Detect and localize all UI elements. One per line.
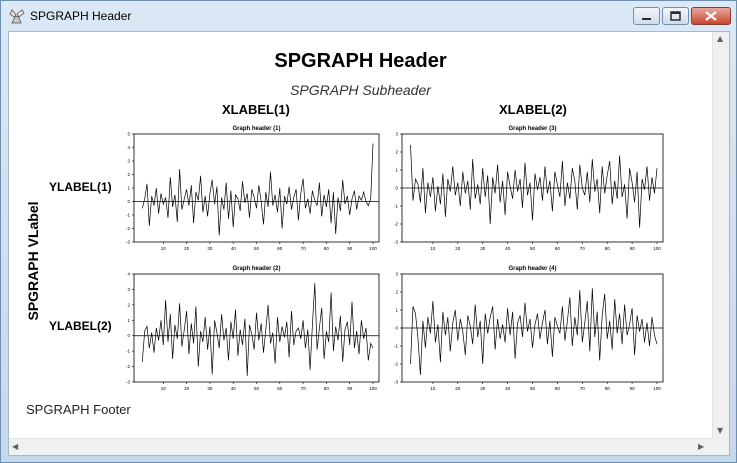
chart-1-xtick-label: 50	[253, 246, 260, 251]
chart-1-ytick-label: 0	[127, 199, 130, 204]
maximize-icon	[663, 8, 688, 24]
chart-1-xtick-label: 90	[347, 246, 353, 251]
chart-4-xtick-label: 80	[604, 386, 610, 391]
chart-3-xtick-label: 50	[253, 386, 260, 391]
chart-2-ytick-label: 1	[395, 167, 398, 173]
chart-3-ytick-label: -3	[125, 379, 130, 385]
chart-4-ytick-label: 3	[395, 271, 398, 277]
chart-2-xtick-label: 100	[653, 246, 661, 251]
scroll-corner	[712, 438, 729, 455]
chart-3-series-line	[142, 283, 373, 376]
chart-4-xtick-label: 30	[480, 386, 486, 391]
chart-1-title: Graph header (1)	[232, 126, 281, 132]
chart-4-ytick-label: 2	[395, 289, 398, 295]
chart-3-xtick-label: 100	[369, 386, 377, 391]
minimize-icon	[634, 8, 659, 24]
chart-3-xtick-label: 20	[184, 386, 190, 391]
graph-header: SPGRAPH Header	[274, 50, 447, 72]
xlabel-1: XLABEL(1)	[222, 102, 290, 117]
chart-4-ytick-label: -3	[393, 379, 398, 385]
close-icon	[692, 8, 730, 24]
chart-1-xtick-label: 10	[160, 246, 166, 251]
ylabel-1: YLABEL(1)	[49, 180, 112, 194]
chart-3-ytick-label: 2	[127, 302, 130, 308]
chart-4-ytick-label: 0	[395, 325, 398, 331]
chart-2-xtick-label: 40	[505, 246, 511, 251]
chart-2-ytick-label: 3	[395, 131, 398, 137]
chart-3-xtick-label: 10	[160, 386, 166, 391]
chart-4-ytick-label: -2	[393, 361, 398, 367]
minimize-button[interactable]	[633, 7, 660, 25]
chart-2-ytick-label: 2	[395, 149, 398, 155]
chart-4-xtick-label: 40	[505, 386, 511, 391]
chart-1-xtick-label: 40	[230, 246, 236, 251]
app-icon	[9, 8, 25, 24]
chart-2-ytick-label: -2	[393, 221, 398, 227]
chart-2-series-line	[411, 145, 658, 228]
chart-3-ytick-label: 1	[127, 317, 130, 323]
chart-1-xtick-label: 100	[369, 246, 377, 251]
chart-2-ytick-label: -1	[393, 203, 398, 209]
chart-1-xtick-label: 20	[184, 246, 190, 251]
chart-3-xtick-label: 70	[300, 386, 306, 391]
scroll-left-icon[interactable]: ◀	[12, 442, 19, 451]
chart-1-ytick-label: -2	[125, 226, 130, 231]
chart-2-ytick-label: -3	[393, 239, 398, 245]
scroll-up-icon[interactable]: ▲	[717, 34, 724, 43]
chart-2-title: Graph header (3)	[508, 126, 557, 132]
graph-viewport	[8, 31, 730, 456]
maximize-button[interactable]	[662, 7, 689, 25]
chart-3-ytick-label: 0	[127, 333, 130, 339]
graph-footer: SPGRAPH Footer	[26, 402, 131, 417]
chart-3-ytick-label: -1	[125, 348, 130, 354]
chart-4-ytick-label: -1	[393, 343, 398, 349]
chart-2-xtick-label: 20	[455, 246, 461, 251]
chart-1-ytick-label: 5	[127, 131, 130, 137]
chart-2-xtick-label: 10	[430, 246, 436, 251]
chart-3-ytick-label: 3	[127, 286, 130, 292]
chart-1-ytick-label: -3	[125, 239, 130, 245]
chart-2-xtick-label: 70	[579, 246, 585, 251]
chart-4-xtick-label: 60	[554, 386, 560, 391]
vertical-scrollbar[interactable]	[712, 32, 729, 439]
chart-1-ytick-label: -1	[125, 212, 130, 218]
chart-1-series-line	[142, 144, 373, 236]
chart-3-xtick-label: 90	[347, 386, 353, 391]
chart-4-xtick-label: 70	[579, 386, 585, 391]
vertical-label: SPGRAPH VLabel	[25, 201, 41, 321]
chart-4-xtick-label: 100	[653, 386, 661, 391]
chart-2-xtick-label: 90	[629, 246, 635, 251]
xlabel-2: XLABEL(2)	[499, 102, 567, 117]
chart-4-xtick-label: 50	[529, 386, 536, 391]
graph-subheader: SPGRAPH Subheader	[290, 82, 431, 98]
close-button[interactable]	[691, 7, 731, 25]
horizontal-scrollbar[interactable]	[9, 438, 729, 455]
ylabel-2: YLABEL(2)	[49, 319, 112, 333]
title-bar[interactable]	[1, 1, 736, 31]
chart-2-xtick-label: 50	[529, 246, 536, 251]
chart-4-xtick-label: 20	[455, 386, 461, 391]
chart-3-xtick-label: 60	[277, 386, 283, 391]
chart-4-ytick-label: 1	[395, 307, 398, 313]
window-title: SPGRAPH Header	[30, 9, 132, 23]
chart-4-xtick-label: 90	[629, 386, 635, 391]
scroll-right-icon[interactable]: ▶	[698, 442, 705, 451]
chart-4-xtick-label: 10	[430, 386, 436, 391]
chart-2-xtick-label: 80	[604, 246, 610, 251]
chart-4-series-line	[411, 288, 658, 374]
chart-1-xtick-label: 80	[323, 246, 329, 251]
chart-1-xtick-label: 60	[277, 246, 283, 251]
chart-3-ytick-label: 4	[127, 271, 130, 277]
chart-3-xtick-label: 40	[230, 386, 236, 391]
chart-1-ytick-label: 4	[127, 145, 130, 150]
chart-3-title: Graph header (2)	[232, 266, 281, 272]
chart-1-xtick-label: 30	[207, 246, 213, 251]
scroll-down-icon[interactable]: ▼	[717, 426, 724, 435]
chart-3-xtick-label: 80	[323, 386, 329, 391]
chart-1-ytick-label: 3	[127, 158, 130, 164]
chart-2-ytick-label: 0	[395, 185, 398, 191]
plot-area	[9, 32, 712, 439]
chart-1-ytick-label: 1	[127, 185, 130, 191]
chart-1-ytick-label: 2	[127, 172, 130, 177]
chart-1-xtick-label: 70	[300, 246, 306, 251]
chart-4-title: Graph header (4)	[508, 266, 557, 272]
chart-3-xtick-label: 30	[207, 386, 213, 391]
chart-2-xtick-label: 60	[554, 246, 560, 251]
chart-3-ytick-label: -2	[125, 364, 130, 370]
chart-2-xtick-label: 30	[480, 246, 486, 251]
